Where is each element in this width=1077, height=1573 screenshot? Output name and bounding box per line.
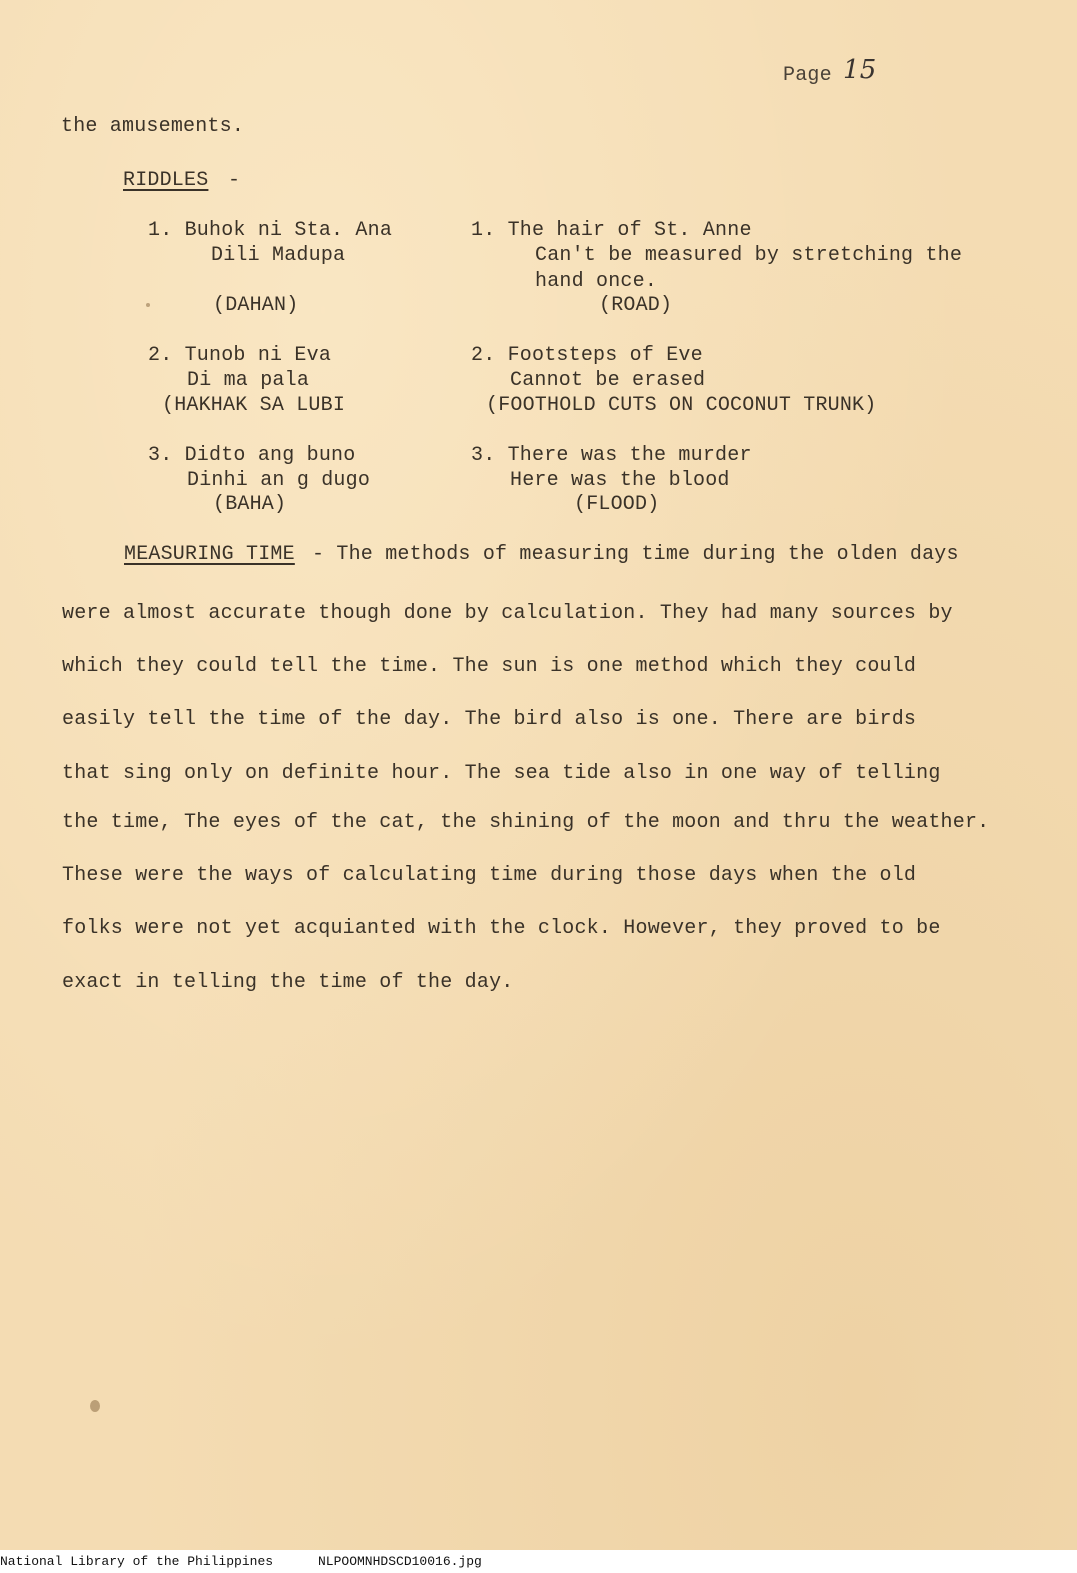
riddle-1-answer: (DAHAN) <box>213 294 299 317</box>
riddle-3-english-answer: (FLOOD) <box>574 493 660 516</box>
riddle-3-native-line-1: 3. Didto ang buno <box>148 444 356 467</box>
measuring-line-2: were almost accurate though done by calculation. They had many sources by <box>62 602 953 625</box>
riddle-1-native-line-2: Dili Madupa <box>211 244 346 267</box>
measuring-line-9: exact in telling the time of the day. <box>62 971 514 994</box>
riddle-3-english-line-1: 3. There was the murder <box>471 444 752 467</box>
measuring-line-6: the time, The eyes of the cat, the shining of the moon and thru the weather. <box>62 811 990 834</box>
riddle-3-answer: (BAHA) <box>213 493 287 516</box>
measuring-line-1: - The methods of measuring time during the olden days <box>312 543 959 566</box>
riddle-1-english-line-2: Can't be measured by stretching the <box>535 244 963 267</box>
riddle-2-english-line-1: 2. Footsteps of Eve <box>471 344 703 367</box>
measuring-line-7: These were the ways of calculating time during those days when the old <box>62 864 917 887</box>
paper-speck <box>146 303 150 307</box>
measuring-line-5: that sing only on definite hour. The sea tide also in one way of telling <box>62 762 941 785</box>
riddle-3-native-line-2: Dinhi an g dugo <box>187 469 371 492</box>
riddle-2-answer: (HAKHAK SA LUBI <box>162 394 346 417</box>
riddle-2-native-line-1: 2. Tunob ni Eva <box>148 344 332 367</box>
riddle-1-english-answer: (ROAD) <box>599 294 673 317</box>
footer-library: National Library of the Philippines <box>0 1554 274 1569</box>
measuring-time-heading: MEASURING TIME <box>124 543 295 566</box>
measuring-line-4: easily tell the time of the day. The bird also is one. There are birds <box>62 708 917 731</box>
riddle-1-native-line-1: 1. Buhok ni Sta. Ana <box>148 219 393 242</box>
riddle-2-english-line-2: Cannot be erased <box>510 369 706 392</box>
measuring-line-3: which they could tell the time. The sun is one method which they could <box>62 655 917 678</box>
intro-text: the amusements. <box>61 115 245 138</box>
riddle-3-english-line-2: Here was the blood <box>510 469 730 492</box>
footer-bar <box>0 1550 1077 1573</box>
riddles-heading-dash: - <box>228 169 241 192</box>
page-label: Page <box>783 64 832 87</box>
riddles-heading: RIDDLES <box>123 169 209 192</box>
riddle-2-native-line-2: Di ma pala <box>187 369 310 392</box>
riddle-1-english-line-3: hand once. <box>535 270 658 293</box>
footer-filename: NLPOOMNHDSCD10016.jpg <box>318 1554 482 1569</box>
page-number: 15 <box>843 55 877 85</box>
measuring-line-8: folks were not yet acquianted with the clock. However, they proved to be <box>62 917 941 940</box>
paper-stain <box>90 1400 100 1412</box>
riddle-2-english-answer: (FOOTHOLD CUTS ON COCONUT TRUNK) <box>486 394 877 417</box>
riddle-1-english-line-1: 1. The hair of St. Anne <box>471 219 752 242</box>
